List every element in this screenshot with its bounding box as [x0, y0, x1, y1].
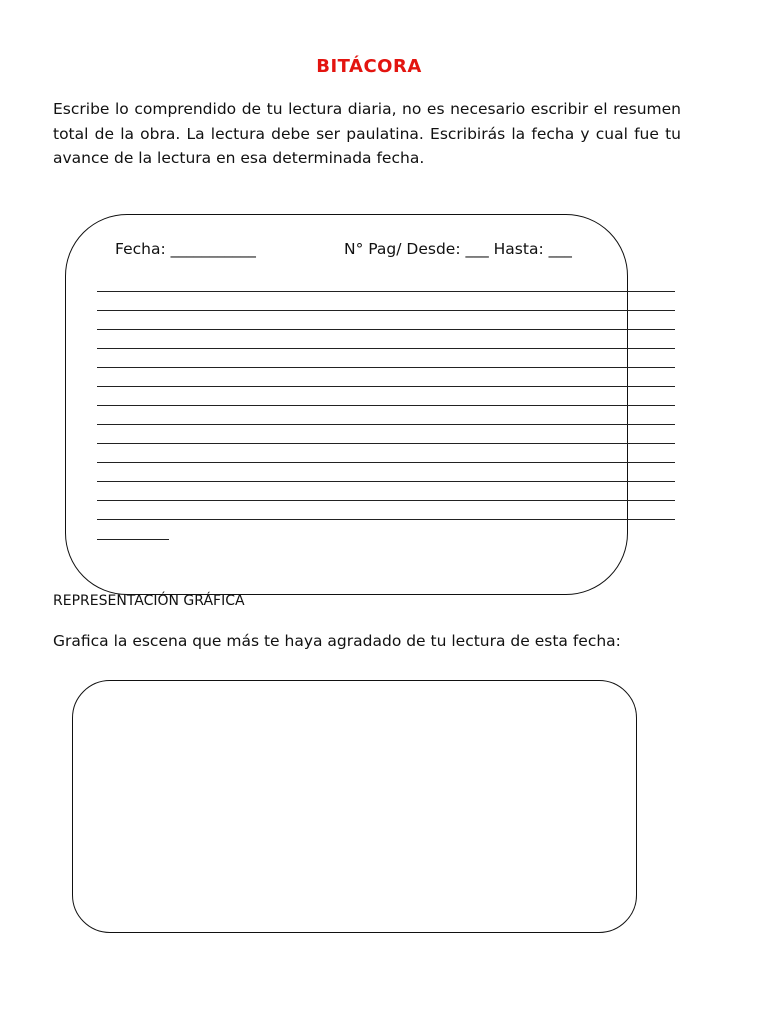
page-title: BITÁCORA: [316, 56, 422, 77]
writing-line: [97, 310, 675, 311]
page-range-label: N° Pag/ Desde: ___ Hasta: ___: [344, 240, 572, 258]
drawing-instruction: Grafica la escena que más te haya agradado de tu lectura de esta fecha:: [53, 632, 621, 650]
writing-line: [97, 291, 675, 292]
writing-line: [97, 405, 675, 406]
writing-line: [97, 386, 675, 387]
writing-line-short: [97, 539, 169, 540]
writing-line: [97, 367, 675, 368]
section-heading: REPRESENTACIÓN GRÁFICA: [53, 593, 245, 609]
writing-line: [97, 424, 675, 425]
writing-line: [97, 443, 675, 444]
drawing-box: [72, 680, 637, 933]
writing-line: [97, 348, 675, 349]
writing-line: [97, 481, 675, 482]
writing-line: [97, 519, 675, 520]
writing-line: [97, 462, 675, 463]
instructions-paragraph: Escribe lo comprendido de tu lectura diaria, no es necesario escribir el resumen total de la obra. La lectura debe ser paulatina. Escribirás la fecha y cual fue tu avance de la lectura en esa determinada fecha.: [53, 100, 681, 167]
date-field-label: Fecha: ___________: [115, 240, 256, 258]
writing-line: [97, 329, 675, 330]
writing-line: [97, 500, 675, 501]
